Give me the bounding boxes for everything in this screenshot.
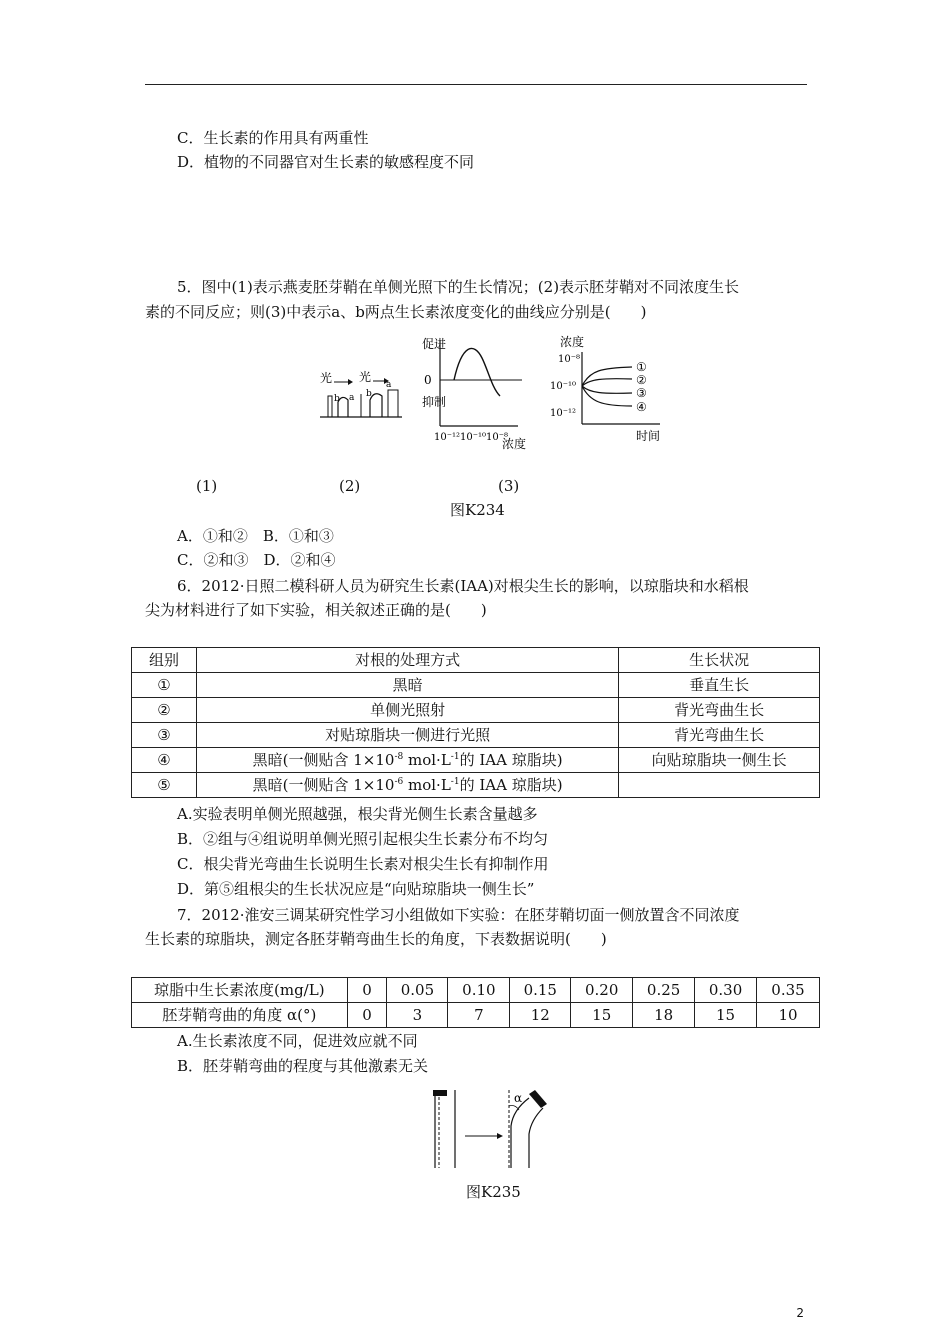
cell-group: ② — [132, 698, 197, 723]
cell-value: 15 — [695, 1003, 757, 1028]
row-label-angle: 胚芽鞘弯曲的角度 α(°) — [132, 1003, 348, 1028]
inhibit-label: 抑制 — [422, 395, 447, 409]
cell-value: 0 — [347, 1003, 387, 1028]
curve-2 — [582, 379, 632, 386]
x-ticks: 10⁻¹²10⁻¹⁰10⁻⁸ — [434, 432, 509, 443]
cell-value: 7 — [448, 1003, 510, 1028]
q7-option-b: B．胚芽鞘弯曲的程度与其他激素无关 — [177, 1057, 429, 1075]
q5-line1: 5．图中(1)表示燕麦胚芽鞘在单侧光照下的生长情况；(2)表示胚芽鞘对不同浓度生长 — [177, 278, 740, 296]
option-c: C．生长素的作用具有两重性 — [177, 129, 369, 147]
cell-value: 0.25 — [633, 978, 695, 1003]
figure-k235 — [425, 1086, 555, 1174]
figure-k234-3 — [546, 334, 676, 446]
point-b-2: b — [366, 389, 372, 399]
cell-value: 10 — [757, 1003, 820, 1028]
promote-label: 促进 — [422, 337, 447, 351]
cell-group: ③ — [132, 723, 197, 748]
figure-k234-2 — [418, 334, 534, 452]
cell-treatment: 黑暗(一侧贴含 $1\times 10^{-8}$ $mol\cdot L^{-1}$的 IAA 琼脂块) — [196, 748, 618, 773]
q5-line2: 素的不同反应；则(3)中表示a、b两点生长素浓度变化的曲线应分别是( ) — [145, 303, 647, 321]
fig-sublabel-1: (1) — [196, 477, 218, 495]
figure-caption-k234: 图K234 — [450, 501, 505, 519]
curve-4 — [582, 386, 632, 406]
cell-growth: 垂直生长 — [619, 673, 820, 698]
cell-group: ⑤ — [132, 773, 197, 798]
q6-line2: 尖为材料进行了如下实验，相关叙述正确的是( ) — [145, 601, 487, 619]
header-group: 组别 — [132, 648, 197, 673]
cell-value: 0.05 — [387, 978, 448, 1003]
q6-table — [131, 647, 820, 798]
fig-sublabel-3: (3) — [498, 477, 520, 495]
curve-label-4: ④ — [636, 400, 647, 414]
cell-value: 0.30 — [695, 978, 757, 1003]
header-treatment: 对根的处理方式 — [196, 648, 618, 673]
cell-treatment: 黑暗 — [196, 673, 618, 698]
conc-label: 浓度 — [560, 335, 585, 349]
q5-options-ab: A．①和② B．①和③ — [177, 527, 334, 545]
table-row — [132, 673, 820, 698]
cell-treatment: 对贴琼脂块一侧进行光照 — [196, 723, 618, 748]
cell-growth — [619, 773, 820, 798]
cell-group: ④ — [132, 748, 197, 773]
cell-value: 0.10 — [448, 978, 510, 1003]
cell-growth: 背光弯曲生长 — [619, 723, 820, 748]
cell-treatment: 单侧光照射 — [196, 698, 618, 723]
curve-3 — [582, 386, 632, 393]
coleoptile-2 — [370, 394, 382, 417]
bent-coleoptile-right — [529, 1108, 543, 1168]
cell-value: 0.15 — [510, 978, 571, 1003]
curve-1 — [582, 367, 632, 386]
q7-table — [131, 977, 820, 1028]
x-axis-label: 浓度 — [502, 437, 527, 451]
cell-growth: 向贴琼脂块一侧生长 — [619, 748, 820, 773]
point-a-1: a — [349, 393, 355, 403]
tick-1e-10: 10⁻¹⁰ — [550, 381, 577, 392]
figure-caption-k235: 图K235 — [466, 1183, 521, 1201]
cell-value: 3 — [387, 1003, 448, 1028]
q7-line2: 生长素的琼脂块，测定各胚芽鞘弯曲生长的角度，下表数据说明( ) — [145, 930, 607, 948]
alpha-label: α — [514, 1091, 523, 1105]
table-row — [132, 698, 820, 723]
header-rule — [145, 84, 807, 85]
q5-options-cd: C．②和③ D．②和④ — [177, 551, 336, 569]
cell-value: 12 — [510, 1003, 571, 1028]
figure-k234-1 — [318, 368, 404, 424]
point-a-2: a — [386, 380, 392, 390]
tick-1e-8: 10⁻⁸ — [558, 354, 581, 365]
q7-line1: 7．2012·淮安三调某研究性学习小组做如下实验：在胚芽鞘切面一侧放置含不同浓度 — [177, 906, 740, 924]
table-row — [132, 748, 820, 773]
page-number: 2 — [796, 1306, 804, 1320]
cell-value: 0.35 — [757, 978, 820, 1003]
table-header-row — [132, 648, 820, 673]
fig-sublabel-2: (2) — [339, 477, 361, 495]
q6-option-a: A.实验表明单侧光照越强，根尖背光侧生长素含量越多 — [177, 805, 538, 823]
light-label-2: 光 — [359, 370, 372, 384]
option-d: D．植物的不同器官对生长素的敏感程度不同 — [177, 153, 475, 171]
curve-label-2: ② — [636, 373, 647, 387]
table-row — [132, 1003, 820, 1028]
agar-block-2 — [529, 1090, 547, 1108]
cell-value: 15 — [571, 1003, 633, 1028]
tick-1e-12: 10⁻¹² — [550, 408, 577, 419]
point-b-1: b — [334, 394, 340, 404]
cell-treatment: 黑暗(一侧贴含 $1\times 10^{-6}$ $mol\cdot L^{-1}$的 IAA 琼脂块) — [196, 773, 618, 798]
q6-option-b: B．②组与④组说明单侧光照引起根尖生长素分布不均匀 — [177, 830, 549, 848]
light-label-1: 光 — [320, 371, 333, 385]
response-curve — [454, 348, 500, 396]
q6-option-d: D．第⑤组根尖的生长状况应是“向贴琼脂块一侧生长” — [177, 880, 535, 898]
row-label-concentration: 琼脂中生长素浓度(mg/L) — [132, 978, 348, 1003]
table-row — [132, 723, 820, 748]
table-row — [132, 978, 820, 1003]
q7-option-a: A.生长素浓度不同，促进效应就不同 — [177, 1032, 418, 1050]
bent-coleoptile-left — [511, 1098, 529, 1168]
agar-block-1 — [433, 1090, 447, 1096]
curve-label-3: ③ — [636, 386, 647, 400]
cell-value: 0.20 — [571, 978, 633, 1003]
zero-label: 0 — [424, 373, 432, 387]
time-label: 时间 — [636, 429, 661, 443]
curve-label-1: ① — [636, 360, 647, 374]
header-growth: 生长状况 — [619, 648, 820, 673]
cell-group: ① — [132, 673, 197, 698]
cell-growth: 背光弯曲生长 — [619, 698, 820, 723]
q6-option-c: C．根尖背光弯曲生长说明生长素对根尖生长有抑制作用 — [177, 855, 549, 873]
q6-line1: 6．2012·日照二模科研人员为研究生长素(IAA)对根尖生长的影响，以琼脂块和水稻根 — [177, 577, 749, 595]
cell-value: 18 — [633, 1003, 695, 1028]
cell-value: 0 — [347, 978, 387, 1003]
table-row — [132, 773, 820, 798]
